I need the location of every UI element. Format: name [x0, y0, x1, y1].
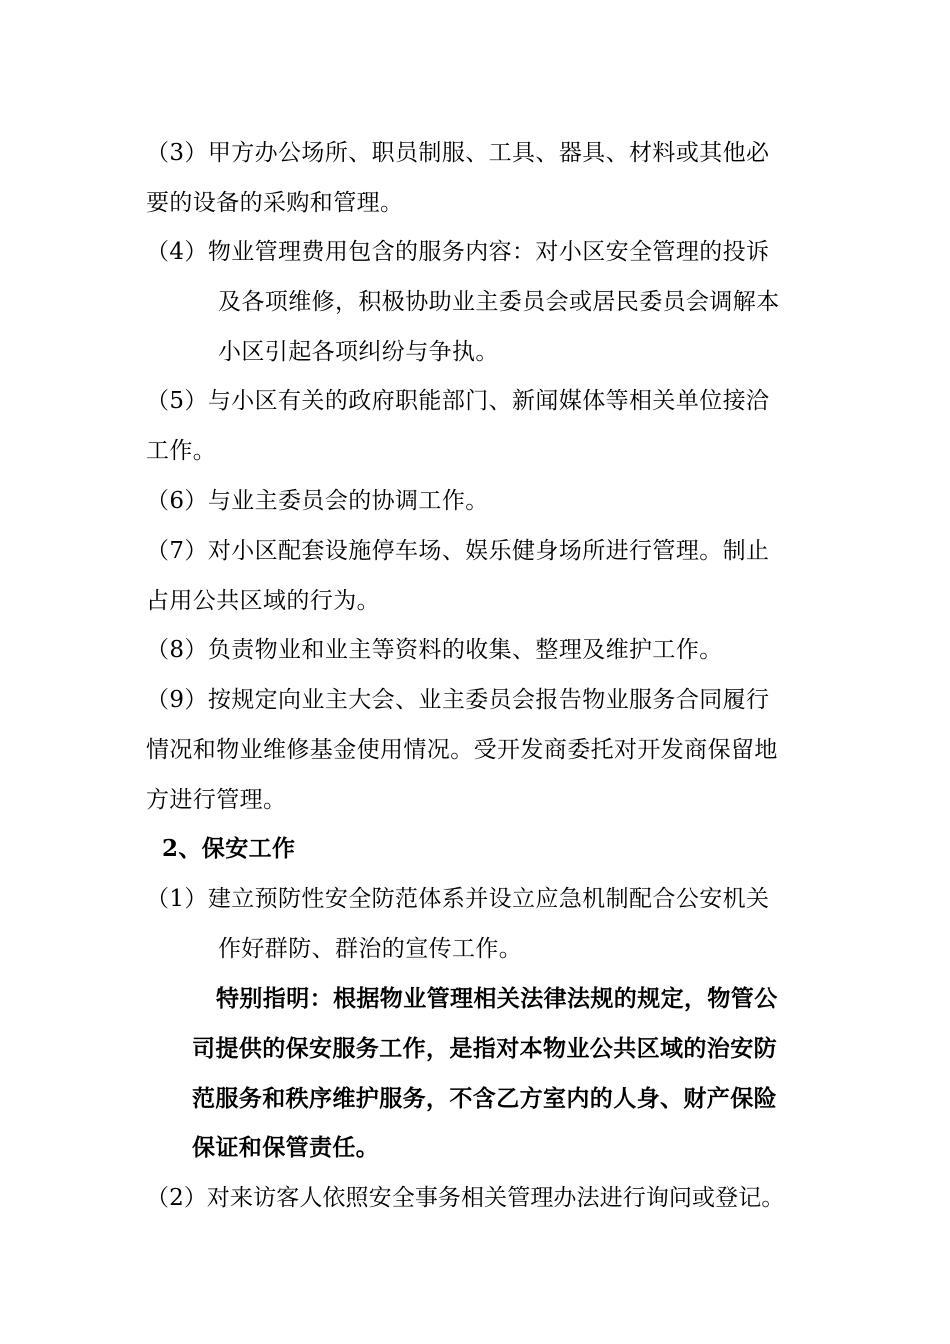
- paragraph-line: （2）对来访客人依照安全事务相关管理办法进行询问或登记。: [146, 1185, 785, 1211]
- note-line: 司提供的保安服务工作，是指对本物业公共区域的治安防: [192, 1035, 777, 1062]
- paragraph-line: （8）负责物业和业主等资料的收集、整理及维护工作。: [146, 637, 723, 663]
- paragraph-line: （9）按规定向业主大会、业主委员会报告物业服务合同履行: [146, 687, 770, 713]
- paragraph-line: （4）物业管理费用包含的服务内容：对小区安全管理的投诉: [146, 239, 770, 265]
- paragraph-line: 要的设备的采购和管理。: [146, 190, 404, 216]
- paragraph-line: （3）甲方办公场所、职员制服、工具、器具、材料或其他必: [146, 140, 770, 166]
- paragraph-line: 及各项维修，积极协助业主委员会或居民委员会调解本: [218, 289, 780, 315]
- section-heading: 2、保安工作: [162, 835, 296, 862]
- paragraph-line: （5）与小区有关的政府职能部门、新闻媒体等相关单位接洽: [146, 388, 770, 414]
- paragraph-line: 占用公共区域的行为。: [146, 588, 380, 614]
- paragraph-line: 作好群防、群治的宣传工作。: [218, 936, 523, 962]
- paragraph-line: 情况和物业维修基金使用情况。受开发商委托对开发商保留地: [146, 737, 778, 763]
- note-line: 特别指明：根据物业管理相关法律法规的规定，物管公: [216, 985, 778, 1012]
- note-line: 保证和保管责任。: [192, 1134, 380, 1161]
- paragraph-line: （6）与业主委员会的协调工作。: [146, 488, 489, 514]
- paragraph-line: 小区引起各项纠纷与争执。: [218, 339, 499, 365]
- note-line: 范服务和秩序维护服务，不含乙方室内的人身、财产保险: [192, 1085, 777, 1112]
- paragraph-line: 工作。: [146, 438, 217, 464]
- paragraph-line: 方进行管理。: [146, 787, 287, 813]
- paragraph-line: （7）对小区配套设施停车场、娱乐健身场所进行管理。制止: [146, 538, 770, 564]
- paragraph-line: （1）建立预防性安全防范体系并设立应急机制配合公安机关: [146, 886, 770, 912]
